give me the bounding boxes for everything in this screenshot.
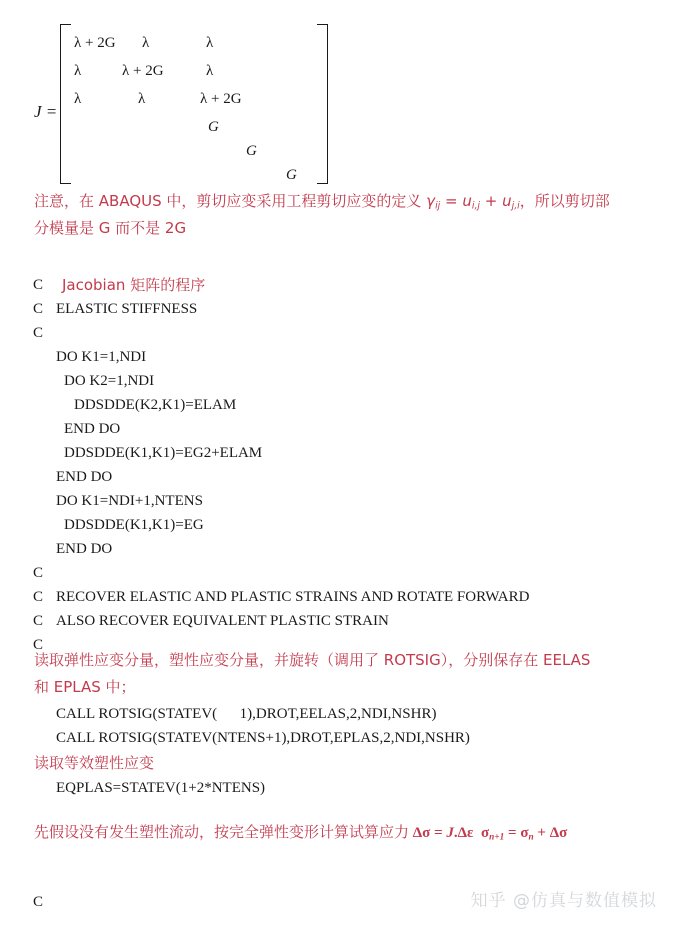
code-line-do-k1-shear: DO K1=NDI+1,NTENS <box>56 493 203 509</box>
matrix-bracket-left <box>60 24 71 184</box>
matrix-cell-5-5: G <box>246 143 257 159</box>
rotsig-annotation-line1: 读取弹性应变分量，塑性应变分量，并旋转（调用了 ROTSIG），分别保存在 EELAS <box>34 651 591 669</box>
note-line1-text-part1: 注意，在 ABAQUS 中，剪切应变采用工程剪切应变的定义 <box>34 192 422 210</box>
eqplas-annotation: 读取等效塑性应变 <box>34 754 155 772</box>
code-line-end-do-inner: END DO <box>64 421 121 437</box>
note-paragraph-line2: 分模量是 G 而不是 2G <box>34 219 187 237</box>
note-line1-inline-math: $\gamma_{ij} = u_{i,j} + u_{j,i}$ <box>421 192 520 212</box>
code-line-do-k1: DO K1=1,NDI <box>56 349 147 365</box>
matrix-cell-3-2: λ <box>138 91 146 107</box>
note-line1-text-part2: ，所以剪切部 <box>519 192 610 210</box>
matrix-cell-2-1: λ <box>74 63 82 79</box>
code-line-end-do-shear: END DO <box>56 541 113 557</box>
trial-stress-text: 先假设没有发生塑性流动，按完全弹性变形计算试算应力 <box>34 823 410 841</box>
matrix-cell-3-1: λ <box>74 91 82 107</box>
trial-stress-paragraph <box>34 823 567 844</box>
code-line-ddsdde-eg2: DDSDDE(K1,K1)=EG2+ELAM <box>64 445 263 461</box>
code-line-call-rotsig-2: CALL ROTSIG(STATEV(NTENS+1),DROT,EPLAS,2,NDI,NSHR) <box>56 730 470 746</box>
jacobian-comment-label: Jacobian 矩阵的程序 <box>62 276 206 294</box>
code-line-call-rotsig-1: CALL ROTSIG(STATEV( 1),DROT,EELAS,2,NDI,NSHR) <box>56 706 437 722</box>
code-line-eqplas: EQPLAS=STATEV(1+2*NTENS) <box>56 780 266 796</box>
matrix-body <box>60 24 328 182</box>
comment-marker-recover-1: C <box>33 589 44 605</box>
code-line-ddsdde-elam: DDSDDE(K2,K1)=ELAM <box>74 397 237 413</box>
matrix-cell-6-6: G <box>286 167 297 183</box>
jacobian-matrix-equation <box>34 24 334 184</box>
trailing-comment-marker: C <box>33 894 44 910</box>
comment-marker-blank-1: C <box>33 325 44 341</box>
matrix-label-J: J = <box>34 102 58 121</box>
recover-comment-2: ALSO RECOVER EQUIVALENT PLASTIC STRAIN <box>56 613 389 629</box>
trial-stress-math-2: $\sigma_{n+1} = \sigma_n + \Delta\sigma$ <box>473 825 568 843</box>
comment-marker-blank-3: C <box>33 637 44 653</box>
comment-marker-elastic: C <box>33 301 44 317</box>
code-line-do-k2: DO K2=1,NDI <box>64 373 155 389</box>
rotsig-annotation-line2: 和 EPLAS 中； <box>34 678 136 696</box>
matrix-bracket-right <box>317 24 328 184</box>
matrix-cell-4-4: G <box>208 119 219 135</box>
matrix-cell-2-3: λ <box>206 63 214 79</box>
matrix-cell-2-2: λ + 2G <box>122 63 164 79</box>
comment-marker-blank-2: C <box>33 565 44 581</box>
code-line-end-do-outer: END DO <box>56 469 113 485</box>
trial-stress-math-1: Δσ = J.Δε <box>409 825 474 841</box>
recover-comment-1: RECOVER ELASTIC AND PLASTIC STRAINS AND ROTATE FORWARD <box>56 589 530 605</box>
matrix-cell-3-3: λ + 2G <box>200 91 242 107</box>
comment-marker-recover-2: C <box>33 613 44 629</box>
note-paragraph-line1 <box>34 192 610 212</box>
zhihu-watermark: 知乎 @仿真与数值模拟 <box>470 891 657 911</box>
comment-marker-jacobian: C <box>33 277 44 293</box>
elastic-stiffness-comment: ELASTIC STIFFNESS <box>56 301 198 317</box>
matrix-cell-1-3: λ <box>206 35 214 51</box>
code-line-ddsdde-eg: DDSDDE(K1,K1)=EG <box>64 517 204 533</box>
matrix-cell-1-2: λ <box>142 35 150 51</box>
matrix-cell-1-1: λ + 2G <box>74 35 116 51</box>
